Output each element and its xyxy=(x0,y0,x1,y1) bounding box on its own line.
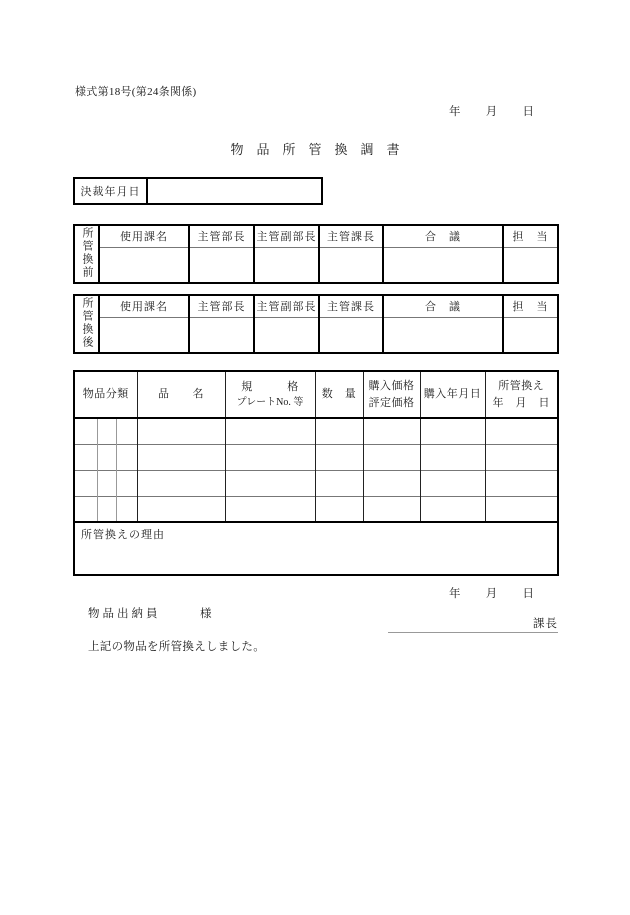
month-label: 月 xyxy=(485,106,498,118)
transfer-date-cell[interactable] xyxy=(485,418,558,444)
col-header-in-charge: 担 当 xyxy=(503,295,558,317)
day-label: 日 xyxy=(522,588,534,600)
classification-digit-cell[interactable] xyxy=(74,444,97,470)
purchase-date-cell[interactable] xyxy=(420,444,485,470)
price-cell[interactable] xyxy=(363,470,420,496)
classification-digit-cell[interactable] xyxy=(116,496,137,522)
col-header-consultation: 合 議 xyxy=(383,225,503,247)
month-label: 月 xyxy=(485,588,498,600)
classification-digit-cell[interactable] xyxy=(116,444,137,470)
classification-digit-cell[interactable] xyxy=(74,418,97,444)
quantity-cell[interactable] xyxy=(315,496,363,522)
transfer-statement: 上記の物品を所管換えしました。 xyxy=(88,641,265,653)
col-header-use-section: 使用課名 xyxy=(99,295,189,317)
items-table xyxy=(73,370,559,576)
col-header-purchase-date: 購入年月日 xyxy=(420,371,485,418)
section-chief-stamp-cell[interactable] xyxy=(319,317,383,353)
classification-digit-cell[interactable] xyxy=(97,418,116,444)
transfer-line2: 年 月 日 xyxy=(492,396,550,409)
director-stamp-cell[interactable] xyxy=(189,247,254,283)
col-header-deputy-director: 主管副部長 xyxy=(254,295,319,317)
approval-table-after xyxy=(73,294,559,354)
price-cell[interactable] xyxy=(363,496,420,522)
col-header-use-section: 使用課名 xyxy=(99,225,189,247)
col-header-price xyxy=(363,371,420,418)
form-title: 物品所管換調書 xyxy=(230,142,413,157)
item-row xyxy=(74,496,558,522)
consultation-stamp-cell[interactable] xyxy=(383,247,503,283)
quantity-cell[interactable] xyxy=(315,418,363,444)
col-header-deputy-director: 主管副部長 xyxy=(254,225,319,247)
year-label: 年 xyxy=(449,106,461,118)
approval-date-input-cell[interactable] xyxy=(148,179,321,203)
purchase-date-cell[interactable] xyxy=(420,470,485,496)
day-label: 日 xyxy=(522,106,534,118)
transfer-date-cell[interactable] xyxy=(485,444,558,470)
col-header-spec xyxy=(225,371,315,418)
item-row xyxy=(74,418,558,444)
recipient-label: 物品出納員 xyxy=(88,608,161,620)
date-line-bottom xyxy=(449,585,534,601)
transfer-line1: 所管換え xyxy=(498,380,545,392)
quantity-cell[interactable] xyxy=(315,470,363,496)
purchase-date-cell[interactable] xyxy=(420,418,485,444)
col-header-in-charge: 担 当 xyxy=(503,225,558,247)
spec-cell[interactable] xyxy=(225,496,315,522)
col-header-section-chief: 主管課長 xyxy=(319,225,383,247)
transfer-date-cell[interactable] xyxy=(485,470,558,496)
price-line2: 評定価格 xyxy=(368,396,415,409)
director-stamp-cell[interactable] xyxy=(189,317,254,353)
spec-line2: プレートNo. 等 xyxy=(236,397,304,409)
side-label-before: 所管換前 xyxy=(81,226,93,279)
spec-cell[interactable] xyxy=(225,418,315,444)
item-row xyxy=(74,444,558,470)
col-header-classification: 物品分類 xyxy=(74,371,137,418)
spec-cell[interactable] xyxy=(225,444,315,470)
year-label: 年 xyxy=(449,588,461,600)
form-number: 様式第18号(第24条関係) xyxy=(75,86,197,98)
use-section-input-cell[interactable] xyxy=(99,317,189,353)
price-cell[interactable] xyxy=(363,418,420,444)
approval-table-before xyxy=(73,224,559,284)
classification-digit-cell[interactable] xyxy=(97,444,116,470)
signature-line: 課長 xyxy=(388,617,558,633)
approval-date-label: 決裁年月日 xyxy=(75,179,148,203)
spec-cell[interactable] xyxy=(225,470,315,496)
approval-date-box xyxy=(73,177,323,205)
classification-digit-cell[interactable] xyxy=(116,418,137,444)
col-header-section-chief: 主管課長 xyxy=(319,295,383,317)
col-header-item-name: 品 名 xyxy=(137,371,225,418)
col-header-consultation: 合 議 xyxy=(383,295,503,317)
classification-digit-cell[interactable] xyxy=(74,470,97,496)
deputy-director-stamp-cell[interactable] xyxy=(254,317,319,353)
transfer-reason-label: 所管換えの理由 xyxy=(81,529,165,541)
in-charge-stamp-cell[interactable] xyxy=(503,317,558,353)
item-name-cell[interactable] xyxy=(137,418,225,444)
side-label-after: 所管換後 xyxy=(81,296,93,349)
item-row xyxy=(74,470,558,496)
date-line-top xyxy=(449,103,534,119)
item-name-cell[interactable] xyxy=(137,496,225,522)
quantity-cell[interactable] xyxy=(315,444,363,470)
deputy-director-stamp-cell[interactable] xyxy=(254,247,319,283)
classification-digit-cell[interactable] xyxy=(116,470,137,496)
price-cell[interactable] xyxy=(363,444,420,470)
transfer-reason-cell[interactable] xyxy=(74,522,558,575)
price-line1: 購入価格 xyxy=(368,380,415,392)
classification-digit-cell[interactable] xyxy=(74,496,97,522)
section-chief-stamp-cell[interactable] xyxy=(319,247,383,283)
col-header-director: 主管部長 xyxy=(189,295,254,317)
recipient-honorific: 様 xyxy=(200,608,212,620)
consultation-stamp-cell[interactable] xyxy=(383,317,503,353)
classification-digit-cell[interactable] xyxy=(97,496,116,522)
transfer-date-cell[interactable] xyxy=(485,496,558,522)
col-header-quantity: 数 量 xyxy=(315,371,363,418)
spec-line1: 規 格 xyxy=(241,380,299,393)
purchase-date-cell[interactable] xyxy=(420,496,485,522)
item-name-cell[interactable] xyxy=(137,470,225,496)
use-section-input-cell[interactable] xyxy=(99,247,189,283)
col-header-transfer-date xyxy=(485,371,558,418)
classification-digit-cell[interactable] xyxy=(97,470,116,496)
col-header-director: 主管部長 xyxy=(189,225,254,247)
item-name-cell[interactable] xyxy=(137,444,225,470)
in-charge-stamp-cell[interactable] xyxy=(503,247,558,283)
